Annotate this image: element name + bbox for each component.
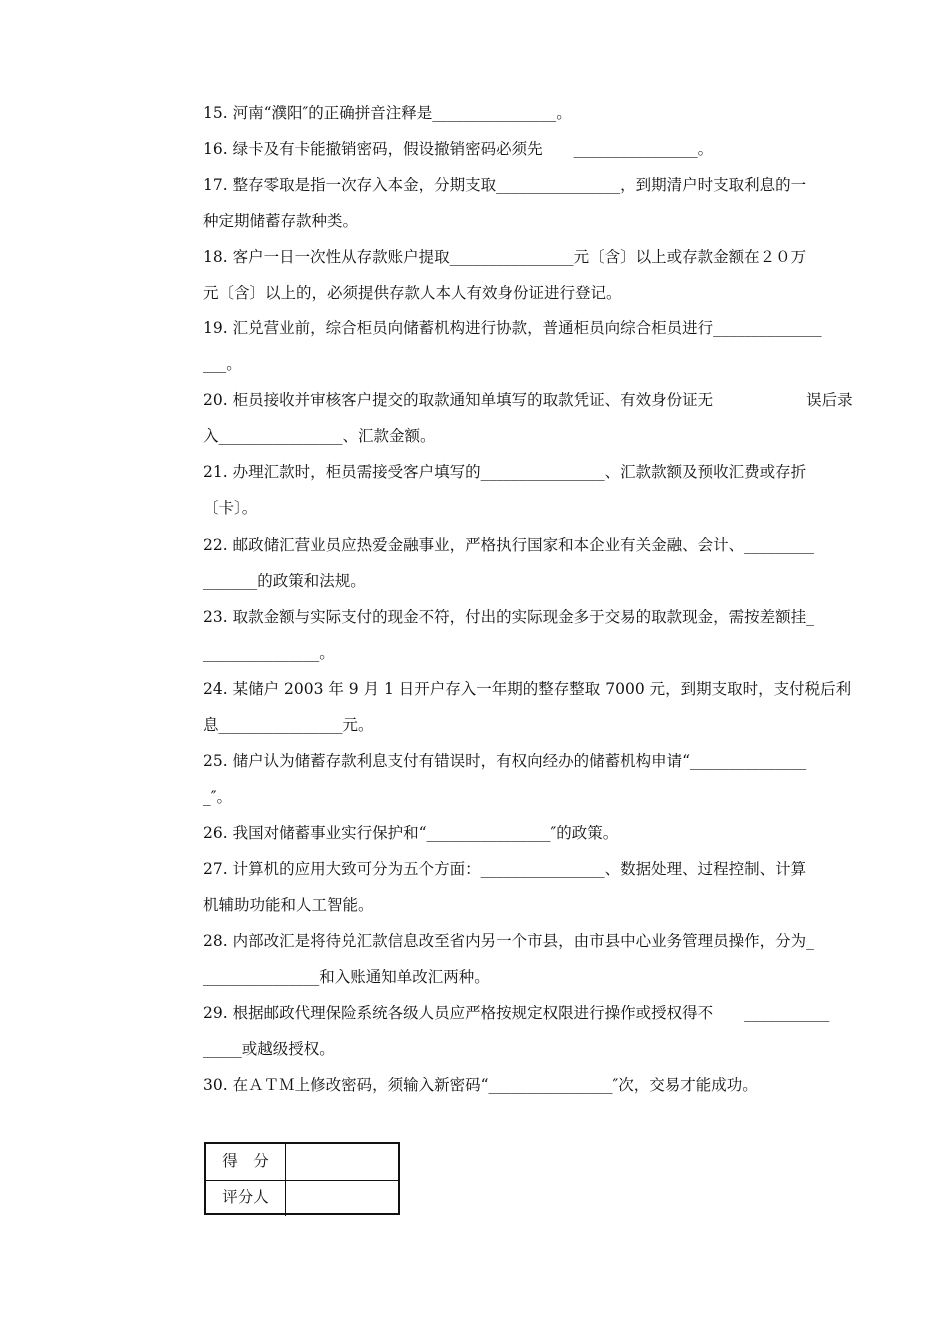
- grader-value-cell[interactable]: [286, 1180, 398, 1216]
- question-24: 24. 某储户 2003 年 9 月 1 日开户存入一年期的整存整取 7000 元，到期支取时，支付税后利: [203, 680, 852, 698]
- question-20-cont: 入________________、汇款金额。: [203, 427, 436, 445]
- question-17-cont: 种定期储蓄存款种类。: [203, 212, 359, 230]
- question-15: 15. 河南“濮阳″的正确拼音注释是________________。: [203, 104, 572, 122]
- question-30: 30. 在ＡＴＭ上修改密码，须输入新密码“________________″次，交易才能成功。: [203, 1076, 758, 1094]
- question-22-cont: _______的政策和法规。: [203, 572, 366, 590]
- question-19-cont: ___。: [203, 355, 242, 373]
- question-16: 16. 绿卡及有卡能撤销密码，假设撤销密码必须先 ________________。: [203, 140, 714, 158]
- question-18: 18. 客户一日一次性从存款账户提取________________元〔含〕以上或存款金额在２０万: [203, 248, 807, 266]
- question-26: 26. 我国对储蓄事业实行保护和“________________″的政策。: [203, 824, 619, 842]
- question-28: 28. 内部改汇是将待兑汇款信息改至省内另一个市县，由市县中心业务管理员操作，分为_: [203, 932, 814, 950]
- question-18-cont: 元〔含〕以上的，必须提供存款人本人有效身份证进行登记。: [203, 284, 622, 302]
- score-row: [206, 1144, 398, 1181]
- question-27-cont: 机辅助功能和人工智能。: [203, 896, 374, 914]
- question-29-cont: _____或越级授权。: [203, 1040, 335, 1058]
- question-23: 23. 取款金额与实际支付的现金不符，付出的实际现金多于交易的取款现金，需按差额挂_: [203, 608, 814, 626]
- question-23-cont: _______________。: [203, 644, 335, 662]
- question-22: 22. 邮政储汇营业员应热爱金融事业，严格执行国家和本企业有关金融、会计、_________: [203, 536, 814, 554]
- question-20: 20. 柜员接收并审核客户提交的取款通知单填写的取款凭证、有效身份证无 误后录: [203, 391, 853, 409]
- score-table: [204, 1142, 400, 1215]
- question-29: 29. 根据邮政代理保险系统各级人员应严格按规定权限进行操作或授权得不 ___________: [203, 1004, 830, 1022]
- question-17: 17. 整存零取是指一次存入本金，分期支取________________，到期清户时支取利息的一: [203, 176, 807, 194]
- score-value-cell[interactable]: [286, 1144, 398, 1180]
- question-25-cont: _″。: [203, 788, 233, 806]
- question-25: 25. 储户认为储蓄存款利息支付有错误时，有权向经办的储蓄机构申请“_______________: [203, 752, 807, 770]
- question-21-cont: 〔卡〕。: [203, 499, 258, 517]
- question-24-cont: 息________________元。: [203, 716, 374, 734]
- grader-row: [206, 1180, 398, 1216]
- score-label: 得 分: [206, 1144, 286, 1180]
- question-21: 21. 办理汇款时，柜员需接受客户填写的________________、汇款款额及预收汇费或存折: [203, 463, 807, 481]
- question-19: 19. 汇兑营业前，综合柜员向储蓄机构进行协款，普通柜员向综合柜员进行______________: [203, 319, 822, 337]
- grader-label: 评分人: [206, 1180, 286, 1216]
- question-28-cont: _______________和入账通知单改汇两种。: [203, 968, 490, 986]
- question-27: 27. 计算机的应用大致可分为五个方面：________________、数据处理、过程控制、计算: [203, 860, 807, 878]
